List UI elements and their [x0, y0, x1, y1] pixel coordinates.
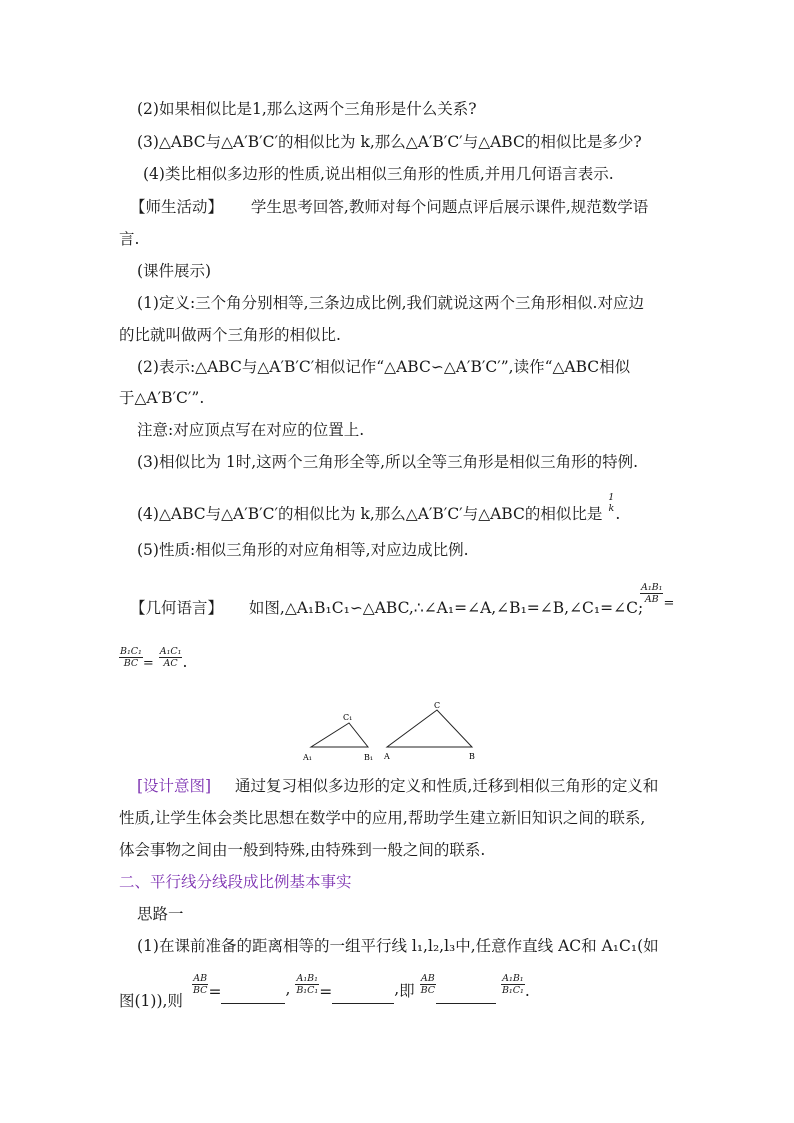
ratio-one-line: (3)相似比为 1时,这两个三角形全等,所以全等三角形是相似三角形的特例.	[137, 453, 639, 471]
question-2: (2)如果相似比是1,那么这两个三角形是什么关系?	[137, 100, 477, 118]
triangle-a1b1c1	[311, 723, 368, 747]
property-line: (5)性质:相似三角形的对应角相等,对应边成比例.	[137, 541, 469, 559]
similar-triangles-figure	[300, 700, 490, 766]
fraction-a1b1-over-b1c1: $\frac{\text{A₁B₁}}{\text{B₁C₁}}$	[296, 972, 319, 996]
label-c1: C₁	[343, 713, 353, 722]
fraction-b1c1-over-bc: $\frac{\text{B₁C₁}}{BC}$	[120, 645, 142, 669]
geo-fraction-1-wrap: $\frac{\text{A₁B₁}}{AB}$ $_=$	[641, 581, 675, 611]
label-c: C	[434, 701, 441, 710]
ratio-k-line	[137, 492, 621, 526]
design-line-2: 性质,让学生体会类比思想在数学中的应用,帮助学生建立新旧知识之间的联系,	[119, 809, 646, 827]
label-a1: A₁	[303, 753, 312, 762]
question-4: (4)类比相似多边形的性质,说出相似三角形的性质,并用几何语言表示.	[143, 165, 614, 183]
answer-blank-3[interactable]	[436, 987, 496, 1004]
geo-label: 【几何语言】	[130, 599, 224, 617]
geo-language-line	[130, 597, 643, 619]
step1-prefix: 图(1)),则	[119, 992, 183, 1010]
step1-line-1: (1)在课前准备的距离相等的一组平行线 l₁,l₂,l₃中,任意作直线 AC和 A₁C₁(如	[137, 937, 659, 955]
fraction-numerator: 1	[608, 492, 615, 503]
one-over-k-fraction	[607, 492, 615, 514]
answer-blank-2[interactable]	[332, 987, 394, 1004]
fraction-ab-over-bc-2: $\frac{AB}{BC}$	[420, 972, 436, 996]
label-a: A	[384, 752, 390, 761]
design-line-1	[137, 775, 658, 797]
definition-line-2: 的比就叫做两个三角形的相似比.	[119, 326, 341, 344]
geo-fraction-2-wrap: $\frac{\text{B₁C₁}}{BC}$ $_=$ $\frac{\text{A₁C₁}}{AC}$ .	[120, 645, 188, 671]
idea-one-label: 思路一	[137, 905, 184, 923]
design-text: 通过复习相似多边形的定义和性质,迁移到相似三角形的定义和	[234, 777, 659, 795]
design-line-3: 体会事物之间由一般到特殊,由特殊到一般之间的联系.	[119, 841, 486, 859]
representation-line-1: (2)表示:△ABC与△A′B′C′相似记作“△ABC∽△A′B′C′”,读作“△ABC相似	[137, 358, 631, 376]
representation-line-2: 于△A′B′C′”.	[119, 389, 205, 407]
design-label: [设计意图]	[137, 777, 212, 795]
period: .	[615, 505, 621, 523]
step1-line-2	[119, 990, 183, 1012]
fraction-denominator: k	[608, 503, 615, 514]
step1-fill-row: $\frac{AB}{BC}$ = , $\frac{\text{A₁B₁}}{\text{B₁C₁}}$ = ,即 $\frac{AB}{BC}$ $\frac{\text{A₁B₁}}{\text{B₁C₁}}$ .	[192, 972, 530, 996]
fraction-a1c1-over-ac: $\frac{\text{A₁C₁}}{AC}$	[159, 645, 182, 669]
fraction-a1b1-over-b1c1-2: $\frac{\text{A₁B₁}}{\text{B₁C₁}}$	[501, 972, 524, 996]
activity-line-1	[130, 196, 648, 218]
activity-label: 【师生活动】	[130, 198, 224, 216]
activity-text: 学生思考回答,教师对每个问题点评后展示课件,规范数学语	[250, 198, 649, 216]
question-3: (3)△ABC与△A′B′C′的相似比为 k,那么△A′B′C′与△ABC的相似比是多少?	[137, 133, 642, 151]
label-b1: B₁	[364, 753, 374, 762]
label-b: B	[469, 752, 475, 761]
geo-text: 如图,△A₁B₁C₁∽△ABC,∴∠A₁=∠A,∠B₁=∠B,∠C₁=∠C;	[248, 599, 644, 617]
triangle-abc	[387, 710, 472, 747]
note-line: 注意:对应顶点写在对应的位置上.	[137, 421, 365, 439]
courseware-label: (课件展示)	[137, 262, 212, 280]
answer-blank-1[interactable]	[221, 987, 285, 1004]
fraction-a1b1-over-ab: $\frac{\text{A₁B₁}}{AB}$	[641, 581, 663, 605]
definition-line-1: (1)定义:三个角分别相等,三条边成比例,我们就说这两个三角形相似.对应边	[137, 294, 644, 312]
ratio-k-text: (4)△ABC与△A′B′C′的相似比为 k,那么△A′B′C′与△ABC的相似比是	[137, 505, 603, 523]
section-heading: 二、平行线分线段成比例基本事实	[119, 873, 352, 891]
activity-line-2: 言.	[119, 230, 140, 248]
fraction-ab-over-bc: $\frac{AB}{BC}$	[193, 972, 208, 996]
